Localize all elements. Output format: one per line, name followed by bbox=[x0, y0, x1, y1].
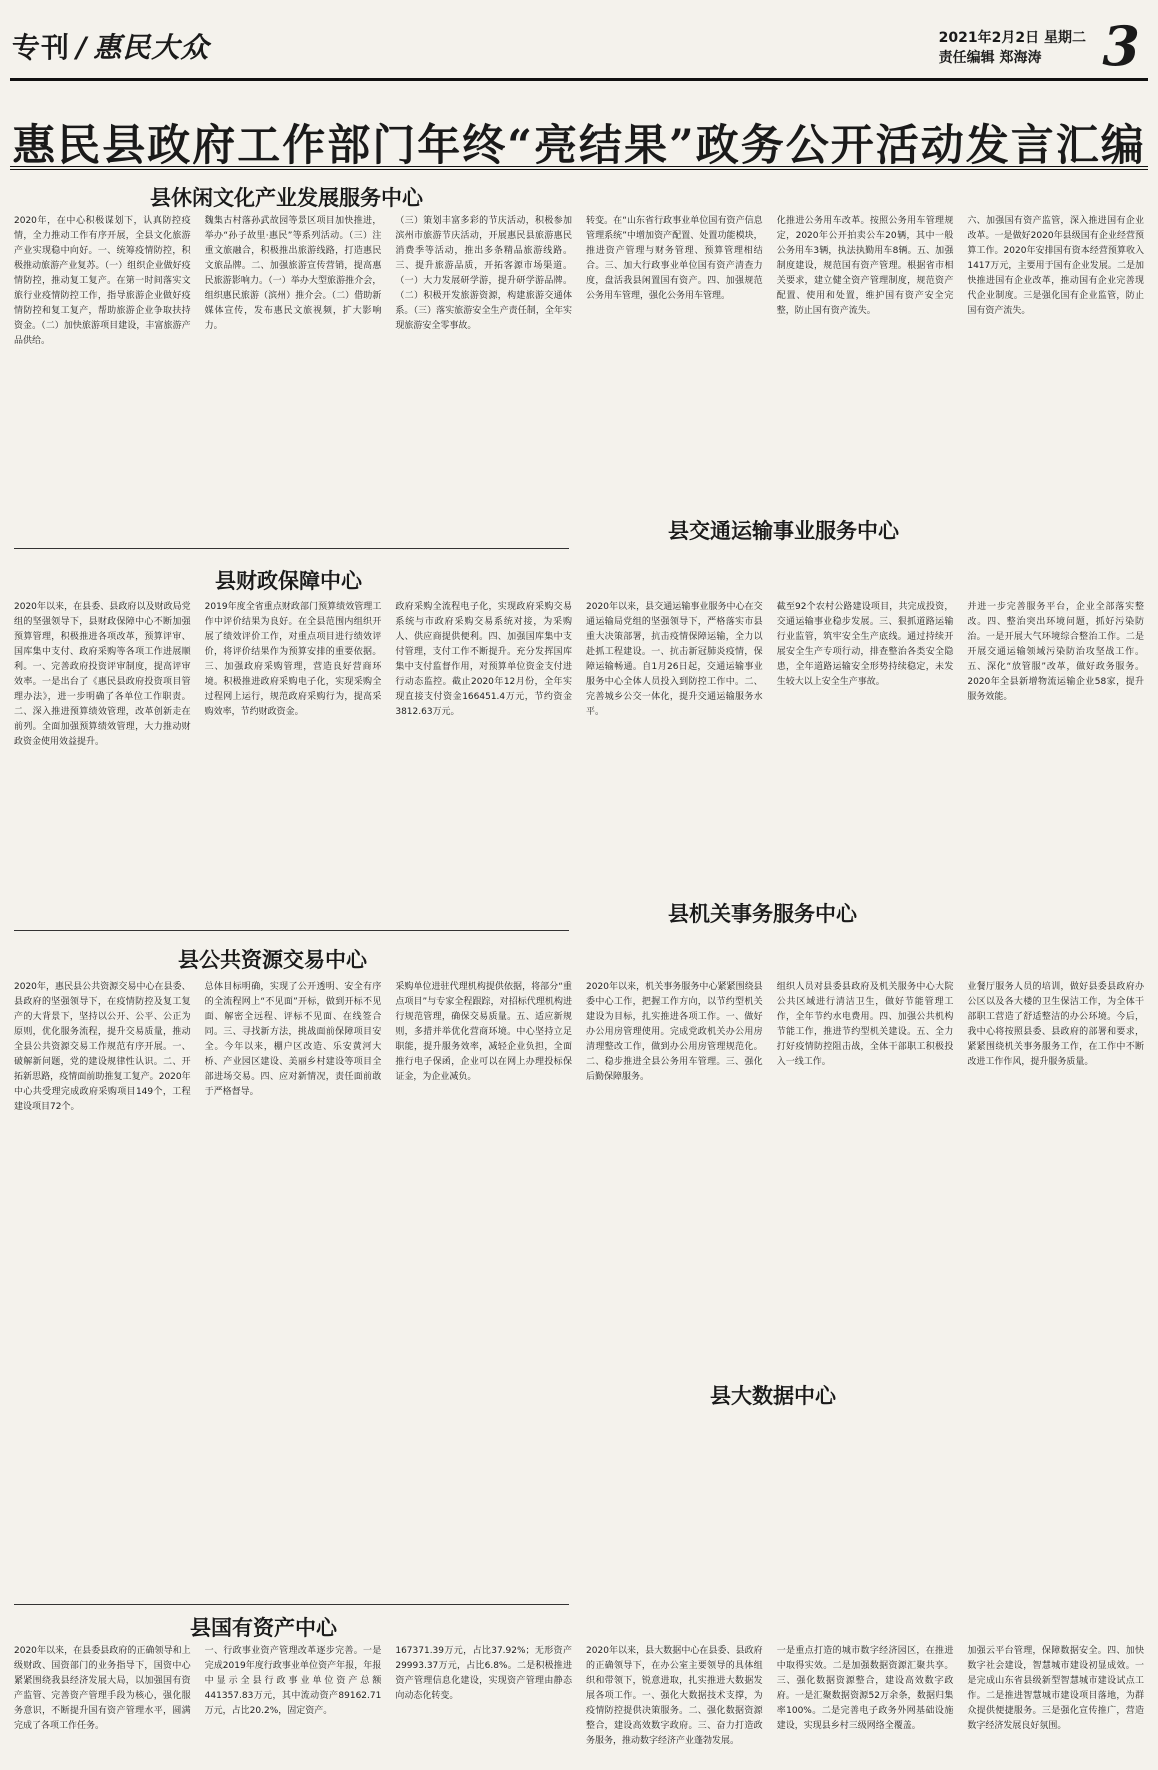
article-column: 一是重点打造的城市数字经济园区，在推进中取得实效。二是加强数据资源汇聚共享。三、强化数据资源整合，建设高效数字政府。一是汇聚数据资源52万余条，数据归集率100%。二是完善电子政务外网基础设施建设，实现县乡村三级网络全覆盖。 bbox=[776, 1646, 954, 1731]
brand-name: 惠民大众 bbox=[93, 31, 210, 64]
section-divider bbox=[14, 548, 569, 549]
article-column: 一、行政事业资产管理改革逐步完善。一是完成2019年度行政事业单位资产年报，年报中显示全县行政事业单位资产总额441357.83万元，其中流动资产89162.71万元，占比20.2%，固定资产。 bbox=[204, 1646, 382, 1716]
masthead-slash: / bbox=[76, 31, 88, 64]
editor-line: 责任编辑 郑海涛 bbox=[938, 50, 1042, 66]
article-column: 六、加强国有资产监管，深入推进国有企业改革。一是做好2020年县级国有企业经营预算工作。2020年安排国有资本经营预算收入1417万元，主要用于国有企业发展。二是加快推进国有企业改革，推动国有企业完善现代企业制度。三是强化国有企业监管，防止国有资产流失。 bbox=[967, 216, 1145, 316]
article-column: 采购单位进驻代理机构提供依据，将部分“重点项目”与专家全程跟踪，对招标代理机构进行规范管理，确保交易质量。五、适应新规则，多措并举优化营商环境。中心坚持立足职能，提升服务效率，减轻企业负担，全面推行电子保函，企业可以在网上办理投标保证金，为企业减负。 bbox=[395, 982, 573, 1082]
section-title-affairs: 县机关事务服务中心 bbox=[668, 901, 857, 926]
section-title-transport: 县交通运输事业服务中心 bbox=[668, 518, 899, 543]
top-rule bbox=[10, 78, 1148, 81]
section-title-bigdata: 县大数据中心 bbox=[710, 1383, 836, 1408]
article-column: 加强云平台管理，保障数据安全。四、加快数字社会建设，智慧城市建设初显成效。一是完成山东省县级新型智慧城市建设试点工作。二是推进智慧城市建设项目落地，为群众提供便捷服务。三是强化宣传推广，营造数字经济发展良好氛围。 bbox=[967, 1646, 1145, 1731]
section-name: 专刊 bbox=[12, 31, 71, 64]
article-column: 业餐厅服务人员的培训，做好县委县政府办公区以及各大楼的卫生保洁工作，为全体干部职工营造了舒适整洁的办公环境。今后，我中心将按照县委、县政府的部署和要求，紧紧围绕机关事务服务工作，在工作中不断改进工作作风，提升服务质量。 bbox=[967, 982, 1145, 1067]
section-divider bbox=[14, 930, 569, 931]
section-trading-columns bbox=[14, 980, 1144, 1400]
article-column: 2020年以来，在县委县政府的正确领导和上级财政、国资部门的业务指导下，国资中心紧紧围绕我县经济发展大局，以加强国有资产监管、完善资产管理手段为核心，强化服务意识，不断提升国有资产管理水平，圆满完成了各项工作任务。 bbox=[14, 1646, 191, 1731]
article-column: 167371.39万元，占比37.92%；无形资产29993.37万元，占比6.8%。二是积极推进资产管理信息化建设，实现资产管理由静态向动态化转变。 bbox=[395, 1646, 573, 1701]
headline: 惠民县政府工作部门年终“亮结果”政务公开活动发言汇编 bbox=[12, 121, 1146, 171]
headline-rule bbox=[10, 166, 1148, 170]
section-title-trading: 县公共资源交易中心 bbox=[178, 947, 367, 972]
section-title-assets: 县国有资产中心 bbox=[190, 1615, 337, 1640]
article-column: 总体目标明确，实现了公开透明、安全有序的全流程网上“不见面”开标，做到开标不见面、解密全远程、评标不见面、在线签合同。三、寻找新方法，挑战面前保障项目安全。今年以来，棚户区改造、乐安黄河大桥、产业园区建设、美丽乡村建设等项目全部进场交易。四、应对新情况，责任面前敢于严格督导。 bbox=[204, 982, 382, 1097]
masthead-info bbox=[939, 28, 1086, 68]
article-column: 2020年以来，在县委、县政府以及财政局党组的坚强领导下，县财政保障中心不断加强预算管理，积极推进各项改革，预算评审、国库集中支付、政府采购等各项工作进展顺利。一、完善政府投资评审制度，提高评审效率。一是出台了《惠民县政府投资项目管理办法》，进一步明确了各单位工作职责。二、深入推进预算绩效管理，改革创新走在前列。全面加强预算绩效管理，大力推动财政资金使用效益提升。 bbox=[14, 602, 191, 747]
issue-date: 2021年2月2日 星期二 bbox=[938, 30, 1086, 46]
page-number: 3 bbox=[1102, 14, 1140, 78]
article-column: 组织人员对县委县政府及机关服务中心大院公共区域进行清洁卫生，做好节能管理工作，全年节约水电费用。四、加强公共机构节能工作，推进节约型机关建设。五、全力打好疫情防控阻击战，全体干部职工积极投入一线工作。 bbox=[776, 982, 954, 1067]
article-column: 政府采购全流程电子化，实现政府采购交易系统与市政府采购交易系统对接，为采购人、供应商提供便利。四、加强国库集中支付管理，支付工作不断提升。充分发挥国库集中支付监督作用，对预算单位资金支付进行动态监控。截止2020年12月份，全年实现直接支付资金166451.4万元，节约资金3812.63万元。 bbox=[395, 602, 573, 717]
section-title-finance: 县财政保障中心 bbox=[215, 568, 362, 593]
article-column: 2020年，惠民县公共资源交易中心在县委、县政府的坚强领导下，在疫情防控及复工复产的大背景下，坚持以公开、公平、公正为原则，优化服务流程，提升交易质量，推动全县公共资源交易工作规范有序开展。一、破解新问题，党的建设规律性认识。二、开拓新思路，疫情面前助推复工复产。2020年中心共受理完成政府采购项目149个，工程建设项目72个。 bbox=[14, 982, 191, 1112]
article-column: 2019年度全省重点财政部门预算绩效管理工作中评价结果为良好。在全县范围内组织开展了绩效评价工作，对重点项目进行绩效评价，将评价结果作为预算安排的重要依据。三、加强政府采购管理，营造良好营商环境。积极推进政府采购电子化，实现采购全过程网上运行，规范政府采购行为，提高采购效率，节约财政资金。 bbox=[204, 602, 382, 717]
article-column: 并进一步完善服务平台，企业全部落实整改。四、整治突出环境问题，抓好污染防治。一是开展大气环境综合整治工作。二是开展交通运输领域污染防治攻坚战工作。五、深化“放管服”改革，做好政务服务。2020年全县新增物流运输企业58家，提升服务效能。 bbox=[967, 602, 1145, 702]
article-column: 转变。在“山东省行政事业单位国有资产信息管理系统”中增加资产配置、处置功能模块，推进资产管理与财务管理、预算管理相结合。三、加大行政事业单位国有资产清查力度，盘活我县闲置国有资产。四、加强规范公务用车管理，强化公务用车管理。 bbox=[586, 216, 763, 301]
section-title-culture: 县休闲文化产业发展服务中心 bbox=[150, 185, 423, 210]
masthead bbox=[0, 0, 1158, 100]
article-column: 2020年以来，县交通运输事业服务中心在交通运输局党组的坚强领导下，严格落实市县重大决策部署，抗击疫情保障运输，全力以赴抓工程建设。一、抗击新冠肺炎疫情，保障运输畅通。自1月26日起，交通运输事业服务中心全体人员投入到防控工作中。二、完善城乡公交一体化，提升交通运输服务水平。 bbox=[586, 602, 763, 717]
article-column: 2020年以来，县大数据中心在县委、县政府的正确领导下，在办公室主要领导的具体组织和带领下，锐意进取，扎实推进大数据发展各项工作。一、强化大数据技术支撑，为疫情防控提供决策服务。二、强化数据资源整合，建设高效数字政府。三、奋力打造政务服务，推动数字经济产业蓬勃发展。 bbox=[586, 1646, 763, 1746]
article-column: 魏集古村落孙武故园等景区项目加快推进，举办“孙子故里·惠民”等系列活动。（三）注重文旅融合，积极推出旅游线路，打造惠民文旅品牌。二、加强旅游宣传营销，提高惠民旅游影响力。（一）举办大型旅游推介会，组织惠民旅游（滨州）推介会。（二）借助新媒体宣传，发布惠民文旅视频，扩大影响力。 bbox=[204, 216, 382, 331]
section-finance-columns bbox=[14, 600, 1144, 920]
masthead-title bbox=[12, 26, 209, 66]
article-column: 截至92个农村公路建设项目，共完成投资，交通运输事业稳步发展。三、狠抓道路运输行业监管，筑牢安全生产底线。通过持续开展安全生产专项行动，排查整治各类安全隐患，全年道路运输安全形势持续稳定，未发生较大以上安全生产事故。 bbox=[776, 602, 954, 687]
article-column: （三）策划丰富多彩的节庆活动，积极参加滨州市旅游节庆活动，开展惠民县旅游惠民消费季等活动，推出多条精品旅游线路。三、提升旅游品质，开拓客源市场渠道。（一）大力发展研学游，提升研学游品牌。（二）积极开发旅游资源，构建旅游交通体系。（三）落实旅游安全生产责任制，全年实现旅游安全零事故。 bbox=[395, 216, 573, 331]
section-assets-columns bbox=[14, 1644, 1144, 1760]
section-culture-columns bbox=[14, 214, 1144, 532]
article-column: 2020年以来，机关事务服务中心紧紧围绕县委中心工作，把握工作方向，以节约型机关建设为目标，扎实推进各项工作。一、做好办公用房管理使用。完成党政机关办公用房清理整改工作，做到办公用房管理规范化。二、稳步推进全县公务用车管理。三、强化后勤保障服务。 bbox=[586, 982, 763, 1082]
section-divider bbox=[14, 1604, 569, 1605]
article-column: 2020年，在中心积极谋划下，认真防控疫情，全力推动工作有序开展，全县文化旅游产业实现稳中向好。一、统筹疫情防控，积极推动旅游产业复苏。（一）组织企业做好疫情防控，推动复工复产。在第一时间落实文旅行业疫情防控工作，指导旅游企业做好疫情防控和复工复产，帮助旅游企业争取扶持资金。（二）加快旅游项目建设，丰富旅游产品供给。 bbox=[14, 216, 191, 346]
article-column: 化推进公务用车改革。按照公务用车管理规定，2020年公开拍卖公车20辆，其中一般公务用车3辆，执法执勤用车8辆。五、加强制度建设，规范国有资产管理。根据省市相关要求，建立健全资产管理制度，规范资产配置、使用和处置，维护国有资产安全完整，防止国有资产流失。 bbox=[776, 216, 954, 316]
